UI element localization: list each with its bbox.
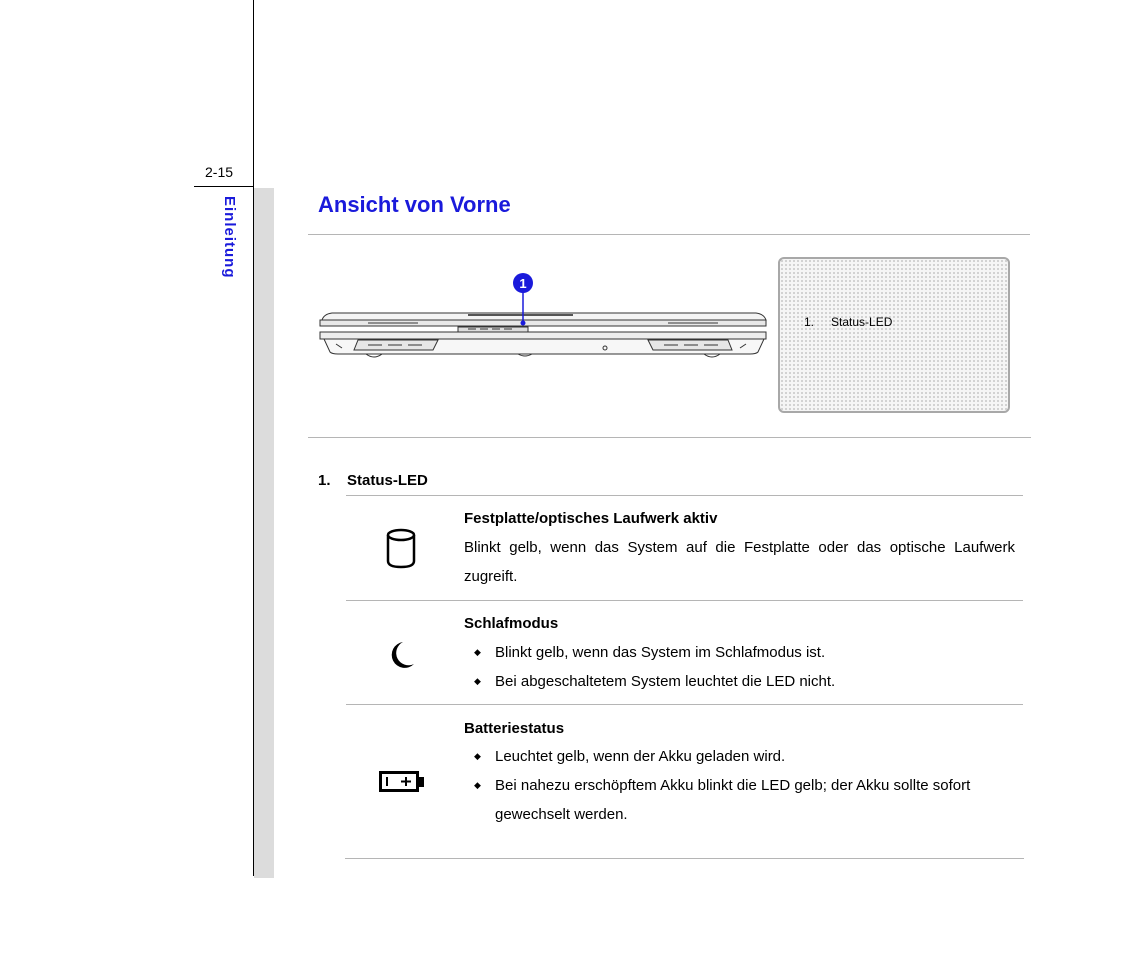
bullet-icon: ◆ xyxy=(474,780,481,790)
divider-top xyxy=(308,234,1030,235)
hdd-icon xyxy=(385,528,417,570)
legend-item-label: Status-LED xyxy=(831,315,893,329)
moon-icon xyxy=(388,640,416,670)
callout-number: 1 xyxy=(519,276,527,291)
sidebar-bar xyxy=(254,188,274,878)
table-rule-bottom xyxy=(345,858,1024,859)
table-rule-1 xyxy=(346,600,1023,601)
legend-item-number: 1. xyxy=(804,315,815,329)
item-bullet-battery-2: Bei nahezu erschöpftem Akku blinkt die LED gelb; der Akku sollte sofort gewechselt werden. xyxy=(495,777,971,823)
item-text-hdd: Blinkt gelb, wenn das System auf die Festplatte oder das optische Laufwerk zugreift. xyxy=(464,539,1015,585)
section-number: 1. xyxy=(318,472,331,489)
section-title: Status-LED xyxy=(347,472,428,489)
table-rule-2 xyxy=(346,704,1023,705)
laptop-front-illustration xyxy=(318,270,770,370)
divider-figure xyxy=(308,437,1031,438)
item-title-sleep: Schlafmodus xyxy=(464,615,559,632)
battery-icon xyxy=(379,771,425,793)
page-number-rule xyxy=(194,186,254,187)
item-title-hdd: Festplatte/optisches Laufwerk aktiv xyxy=(464,510,718,527)
item-bullet-sleep-2: Bei abgeschaltetem System leuchtet die LED nicht. xyxy=(495,673,836,690)
legend-box xyxy=(778,257,1010,413)
item-bullet-sleep-1: Blinkt gelb, wenn das System im Schlafmodus ist. xyxy=(495,644,826,661)
item-title-battery: Batteriestatus xyxy=(464,720,565,737)
bullet-icon: ◆ xyxy=(474,676,481,686)
page-number: 2-15 xyxy=(205,164,234,180)
item-bullet-battery-1: Leuchtet gelb, wenn der Akku geladen wird. xyxy=(495,748,786,765)
chapter-title: Einleitung xyxy=(221,196,238,279)
bullet-icon: ◆ xyxy=(474,647,481,657)
page-title: Ansicht von Vorne xyxy=(318,192,511,217)
table-rule-top xyxy=(346,495,1023,496)
bullet-icon: ◆ xyxy=(474,751,481,761)
